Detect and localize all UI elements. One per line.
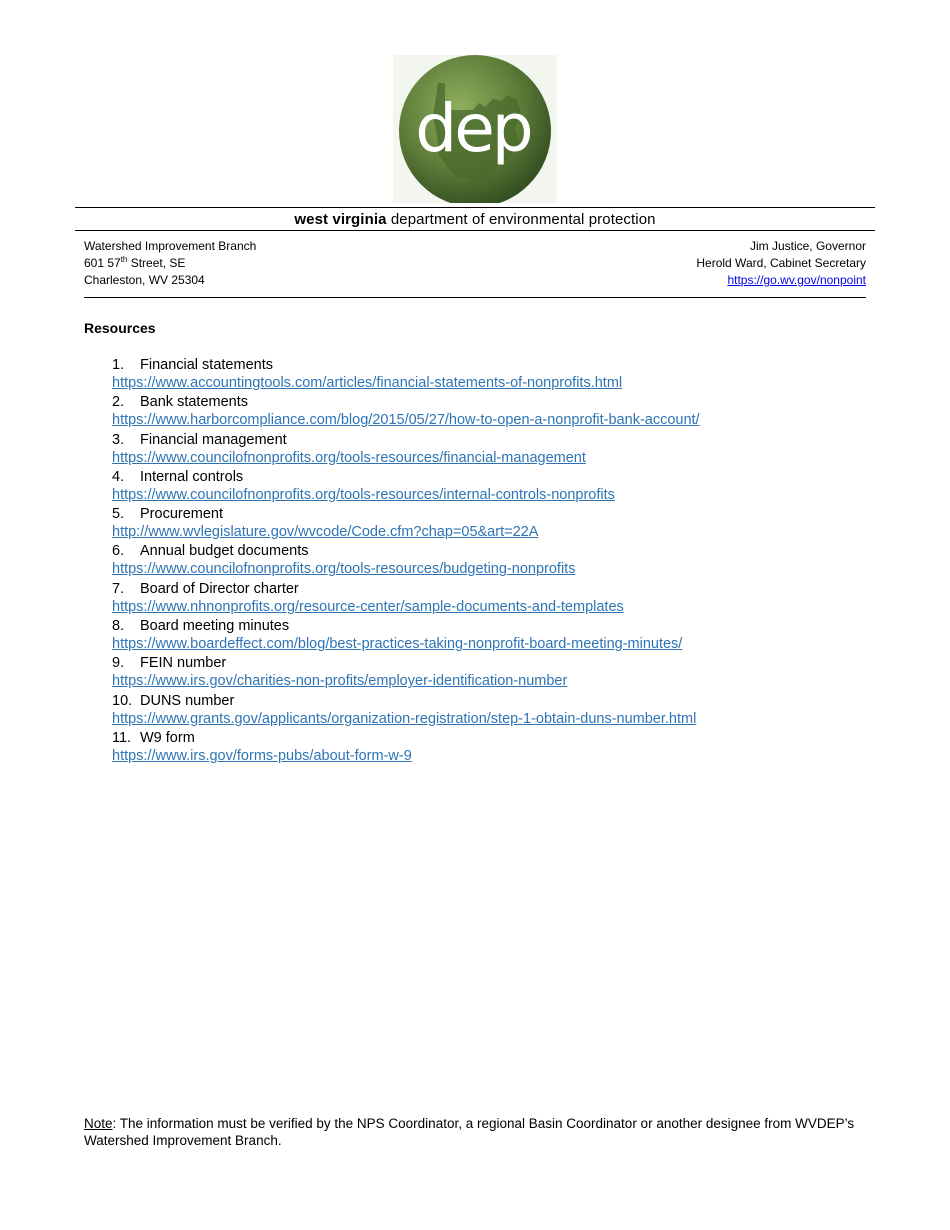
item-link[interactable]: https://www.accountingtools.com/articles/financial-statements-of-nonprofits.html	[112, 375, 623, 391]
dep-logo	[393, 55, 557, 203]
item-title: Bank statements	[140, 394, 248, 411]
governor: Jim Justice, Governor	[749, 239, 866, 253]
department-bold: west virginia	[294, 211, 387, 228]
item-number: 6.	[112, 543, 125, 560]
list-item	[112, 654, 912, 691]
department-rest: department of environmental protection	[386, 211, 656, 228]
branch-name: Watershed Improvement Branch	[84, 239, 257, 253]
footer-note	[84, 1115, 874, 1149]
resources-heading: Resources	[84, 320, 156, 336]
list-item	[112, 431, 912, 468]
item-number: 11.	[112, 729, 132, 746]
item-title: Annual budget documents	[140, 543, 309, 560]
item-link[interactable]: https://www.irs.gov/charities-non-profits/employer-identification-number	[112, 673, 568, 690]
item-title: Internal controls	[140, 468, 244, 485]
item-number: 8.	[112, 618, 125, 635]
item-link[interactable]: https://www.grants.gov/applicants/organization-registration/step-1-obtain-duns-number.html	[112, 710, 697, 727]
note-text: : The information must be verified by the NPS Coordinator, a regional Basin Coordinator or another designee from WVDEP’s Watershed Improvement Branch.	[84, 1116, 855, 1148]
resources-list	[112, 356, 912, 766]
list-item	[112, 542, 912, 579]
address-block	[84, 238, 256, 289]
item-title: FEIN number	[140, 655, 227, 672]
header-rule-top	[75, 207, 875, 208]
item-number: 9.	[112, 655, 125, 672]
item-link[interactable]: http://www.wvlegislature.gov/wvcode/Code.cfm?chap=05&art=22A	[112, 524, 539, 541]
city-state-zip: Charleston, WV 25304	[84, 273, 205, 287]
note-label: Note	[84, 1116, 113, 1131]
item-title: Board of Director charter	[140, 580, 299, 597]
cabinet-secretary: Herold Ward, Cabinet Secretary	[696, 256, 866, 270]
item-number: 2.	[112, 394, 125, 411]
list-item	[112, 617, 912, 654]
header-rule-bottom	[75, 230, 875, 231]
list-item	[112, 356, 912, 393]
item-link[interactable]: https://www.boardeffect.com/blog/best-practices-taking-nonprofit-board-meeting-minutes/	[112, 636, 683, 653]
item-number: 4.	[112, 468, 125, 485]
item-number: 1.	[112, 357, 125, 373]
item-link[interactable]: https://www.nhnonprofits.org/resource-center/sample-documents-and-templates	[112, 598, 624, 615]
item-link[interactable]: https://www.councilofnonprofits.org/tools-resources/budgeting-nonprofits	[112, 561, 576, 578]
list-item	[112, 468, 912, 505]
item-link[interactable]: https://www.harborcompliance.com/blog/2015/05/27/how-to-open-a-nonprofit-bank-account/	[112, 412, 700, 429]
item-title: Financial management	[140, 431, 287, 448]
list-item	[112, 393, 912, 430]
department-banner	[75, 211, 875, 229]
item-link[interactable]: https://www.irs.gov/forms-pubs/about-form-w-9	[112, 747, 412, 764]
list-item	[112, 505, 912, 542]
item-number: 5.	[112, 506, 125, 523]
item-link[interactable]: https://www.councilofnonprofits.org/tools-resources/internal-controls-nonprofits	[112, 486, 615, 503]
list-item	[112, 729, 912, 766]
item-number: 3.	[112, 431, 125, 448]
list-item	[112, 580, 912, 617]
nonpoint-link[interactable]: https://go.wv.gov/nonpoint	[727, 273, 866, 287]
officials-block	[696, 238, 866, 289]
logo-text: dep	[415, 90, 531, 167]
item-title: Financial statements	[140, 357, 273, 373]
item-title: DUNS number	[140, 692, 235, 709]
address-rule	[84, 297, 866, 298]
item-title: Board meeting minutes	[140, 618, 290, 635]
item-title: W9 form	[140, 729, 195, 746]
item-link[interactable]: https://www.councilofnonprofits.org/tools-resources/financial-management	[112, 449, 586, 466]
list-item	[112, 692, 912, 729]
item-number: 7.	[112, 580, 125, 597]
street-address: 601 57th Street, SE	[84, 255, 186, 270]
item-number: 10.	[112, 692, 133, 709]
item-title: Procurement	[140, 506, 224, 523]
